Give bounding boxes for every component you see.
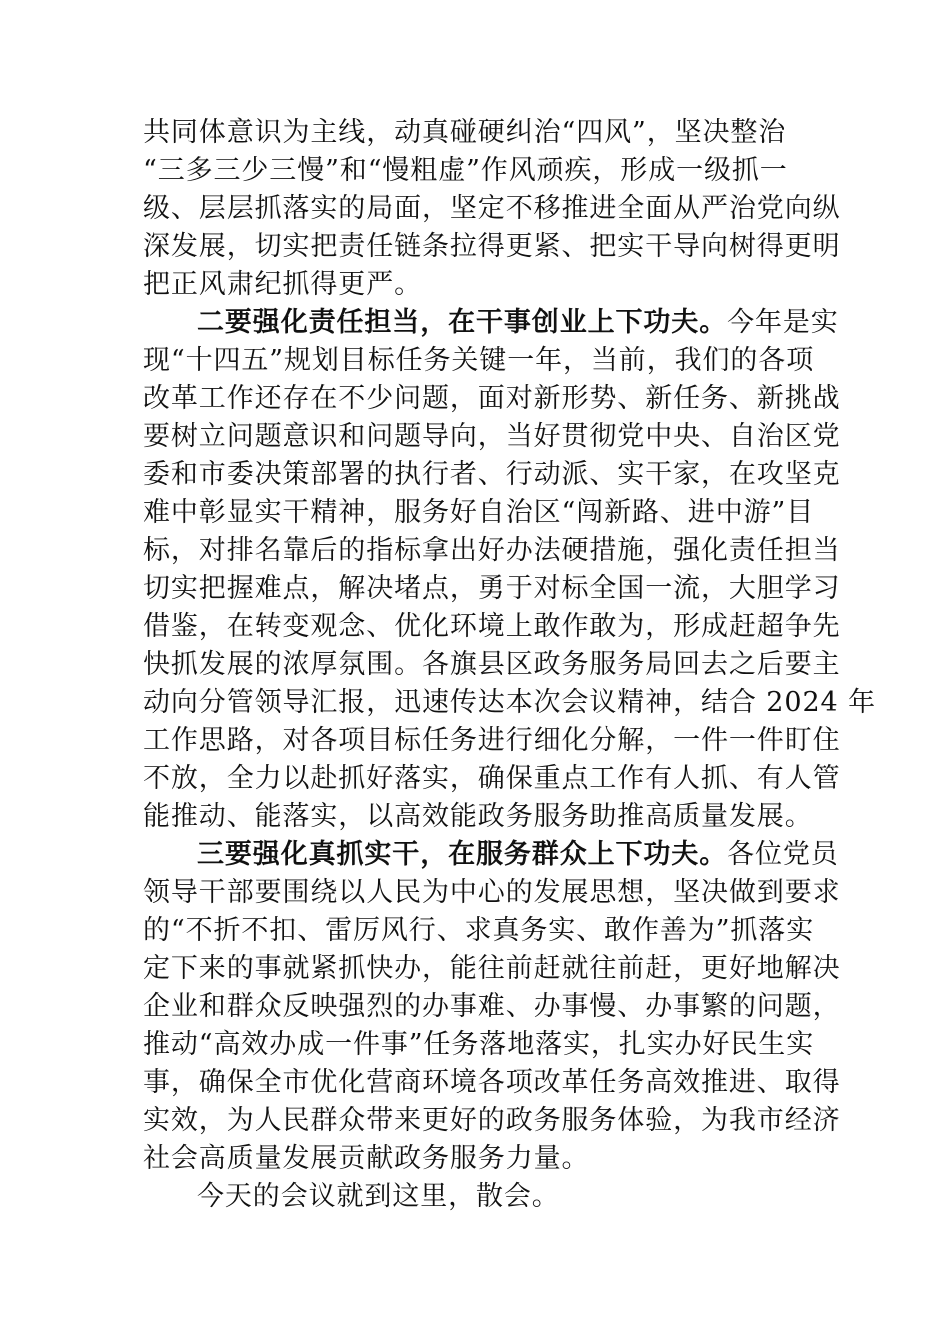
- text-line: 工作思路，对各项目标任务进行细化分解，一件一件盯住: [143, 725, 841, 756]
- text-line: 实效，为人民群众带来更好的政务服务体验，为我市经济: [143, 1105, 841, 1136]
- text-line: 切实把握难点，解决堵点，勇于对标全国一流，大胆学习: [143, 573, 841, 604]
- text-line: 标，对排名靠后的指标拿出好办法硬措施，强化责任担当: [143, 535, 841, 566]
- text-line: 共同体意识为主线，动真碰硬纠治“四风”，坚决整治: [143, 117, 787, 148]
- text-line: 要树立问题意识和问题导向，当好贯彻党中央、自治区党: [143, 421, 841, 452]
- text-line: 能推动、能落实，以高效能政务服务助推高质量发展。: [143, 801, 813, 832]
- text-line: 企业和群众反映强烈的办事难、办事慢、办事繁的问题，: [143, 991, 841, 1022]
- text-line: 深发展，切实把责任链条拉得更紧、把实干导向树得更明: [143, 231, 841, 262]
- text-line: 动向分管领导汇报，迅速传达本次会议精神，结合 2024 年: [143, 687, 876, 718]
- closing-line: 今天的会议就到这里，散会。: [197, 1181, 560, 1212]
- text-line: 推动“高效办成一件事”任务落地落实，扎实办好民生实: [143, 1029, 815, 1060]
- text-line: 事，确保全市优化营商环境各项改革任务高效推进、取得: [143, 1067, 841, 1098]
- text-line: 现“十四五”规划目标任务关键一年，当前，我们的各项: [143, 345, 815, 376]
- text-line: 领导干部要围绕以人民为中心的发展思想，坚决做到要求: [143, 877, 841, 908]
- text-fragment: 各位党员: [727, 839, 839, 870]
- text-line: 难中彰显实干精神，服务好自治区“闯新路、进中游”目: [143, 497, 815, 528]
- text-fragment: 今年是实: [727, 307, 839, 338]
- document-page: [143, 114, 876, 1216]
- paragraph-two-first-line: [143, 304, 839, 342]
- text-line: 不放，全力以赴抓好落实，确保重点工作有人抓、有人管: [143, 763, 841, 794]
- text-line: 定下来的事就紧抓快办，能往前赶就往前赶，更好地解决: [143, 953, 841, 984]
- text-line: 的“不折不扣、雷厉风行、求真务实、敢作善为”抓落实: [143, 915, 815, 946]
- text-line: 把正风肃纪抓得更严。: [143, 269, 422, 300]
- paragraph-three-heading: 三要强化真抓实干，在服务群众上下功夫。: [197, 839, 728, 870]
- paragraph-three-first-line: [143, 836, 839, 874]
- text-line: 借鉴，在转变观念、优化环境上敢作敢为，形成赶超争先: [143, 611, 841, 642]
- text-line: 级、层层抓落实的局面，坚定不移推进全面从严治党向纵: [143, 193, 841, 224]
- paragraph-two-heading: 二要强化责任担当，在干事创业上下功夫。: [197, 307, 728, 338]
- text-line: 改革工作还存在不少问题，面对新形势、新任务、新挑战: [143, 383, 841, 414]
- text-line: 快抓发展的浓厚氛围。各旗县区政务服务局回去之后要主: [143, 649, 841, 680]
- text-line: “三多三少三慢”和“慢粗虚”作风顽疾，形成一级抓一: [143, 155, 788, 186]
- text-line: 社会高质量发展贡献政务服务力量。: [143, 1143, 590, 1174]
- text-line: 委和市委决策部署的执行者、行动派、实干家，在攻坚克: [143, 459, 841, 490]
